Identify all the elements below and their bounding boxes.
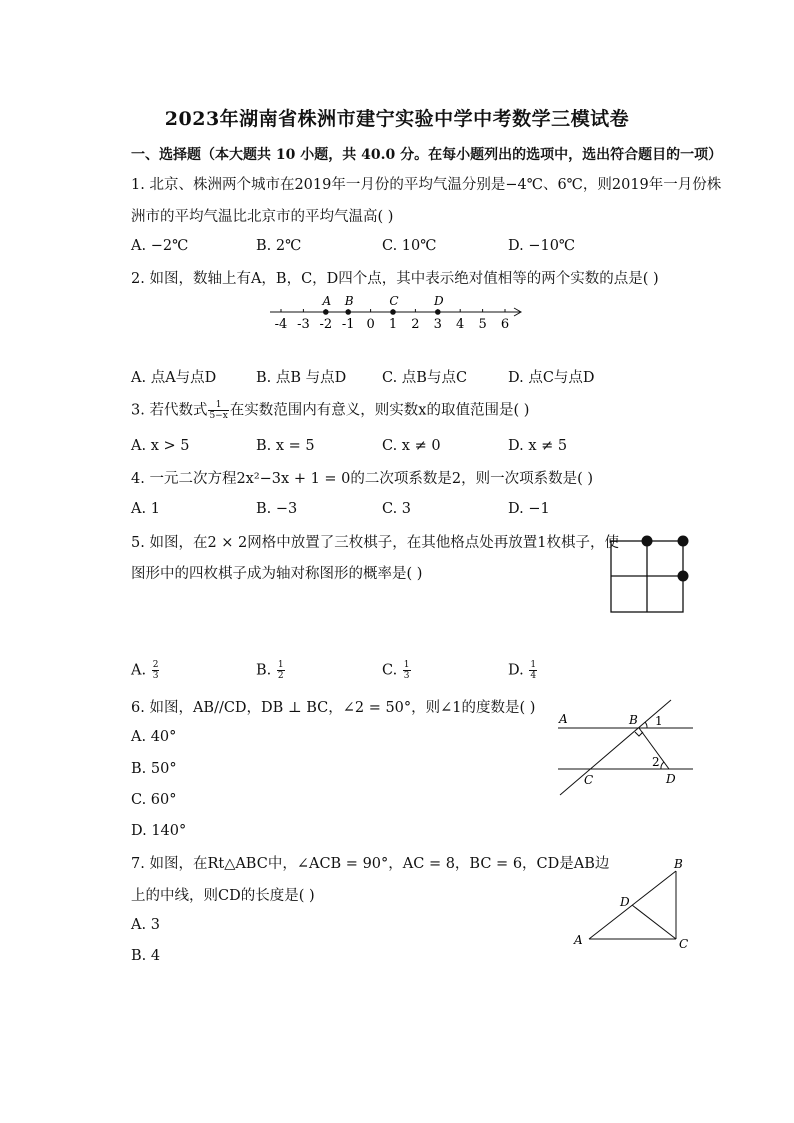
- q1-option-c[interactable]: C. 10℃: [382, 238, 437, 254]
- q7-option-a[interactable]: A. 3: [131, 917, 160, 933]
- angle-2-arc: [661, 762, 664, 769]
- q4-option-d[interactable]: D. −1: [508, 501, 550, 517]
- q5-b-num: 1: [277, 660, 284, 670]
- page-title: 2023年湖南省株洲市建宁实验中学中考数学三模试卷: [164, 108, 630, 130]
- point-d: [435, 309, 441, 315]
- question-7-line-1: 7. 如图，在Rt△ABC中，∠ACB = 90°，AC = 8，BC = 6，CD是AB边: [131, 856, 610, 872]
- point-label-a: A: [322, 294, 332, 308]
- question-1-line-1: 1. 北京、株洲两个城市在2019年一月份的平均气温分别是−4℃、6℃，则2019年一月份株: [131, 177, 722, 193]
- median-cd: [632, 905, 676, 939]
- right-angle-mark: [635, 732, 643, 736]
- q5-c-den: 3: [403, 671, 410, 681]
- tick-label: 3: [433, 317, 442, 332]
- q7-option-b[interactable]: B. 4: [131, 948, 161, 964]
- point-label-b: B: [344, 294, 354, 308]
- question-5-line-2: 图形中的四枚棋子成为轴对称图形的概率是( ): [131, 566, 423, 582]
- tick-label: -1: [341, 317, 355, 332]
- tick-label: 4: [456, 317, 465, 332]
- angle-1-arc: [645, 722, 647, 728]
- q4-option-a[interactable]: A. 1: [131, 501, 160, 517]
- tick-label: -2: [319, 317, 333, 332]
- label-a: A: [574, 933, 583, 947]
- section-heading: 一、选择题（本大题共 10 小题，共 40.0 分。在每小题列出的选项中，选出符合题目的一项）: [131, 147, 723, 163]
- q2-option-a[interactable]: A. 点A与点D: [131, 370, 217, 386]
- tick-label: 0: [366, 317, 375, 332]
- q6-option-d[interactable]: D. 140°: [131, 823, 187, 839]
- q5-a-num: 2: [152, 660, 159, 670]
- label-c: C: [584, 773, 594, 787]
- tick-label: -4: [274, 317, 288, 332]
- question-4-text: 4. 一元二次方程2x²−3x + 1 = 0的二次项系数是2，则一次项系数是( ): [131, 471, 594, 487]
- question-6-text: 6. 如图，AB//CD，DB ⊥ BC，∠2 = 50°，则∠1的度数是( ): [131, 700, 536, 716]
- point-a: [323, 309, 329, 315]
- point-b: [345, 309, 351, 315]
- label-a: A: [559, 712, 568, 726]
- q5-option-b[interactable]: [256, 660, 286, 681]
- label-c: C: [679, 937, 689, 951]
- q5-option-a[interactable]: [131, 660, 160, 681]
- q3-pre-text: 3. 若代数式: [131, 402, 208, 419]
- point-c: [390, 309, 396, 315]
- label-b: B: [674, 857, 683, 871]
- label-d: D: [620, 895, 630, 909]
- grid-2x2-figure: [605, 534, 695, 618]
- label-angle-1: 1: [655, 714, 663, 728]
- question-1-line-2: 洲市的平均气温比北京市的平均气温高( ): [131, 209, 394, 225]
- chess-piece-middle-right: [678, 571, 689, 582]
- point-label-c: C: [389, 294, 399, 308]
- q5-d-num: 1: [530, 660, 537, 670]
- label-angle-2: 2: [652, 755, 660, 769]
- q3-option-c[interactable]: C. x ≠ 0: [382, 438, 441, 454]
- q6-option-b[interactable]: B. 50°: [131, 761, 177, 777]
- q5-option-c[interactable]: [382, 660, 412, 681]
- q4-option-c[interactable]: C. 3: [382, 501, 412, 517]
- q5-c-num: 1: [403, 660, 410, 670]
- q5-option-c-label: C.: [382, 662, 402, 679]
- q4-option-b[interactable]: B. −3: [256, 501, 298, 517]
- q5-b-den: 2: [277, 671, 284, 681]
- q3-fraction: [208, 400, 228, 421]
- q3-fraction-numerator: 1: [208, 400, 228, 411]
- tick-label: 5: [478, 317, 487, 332]
- q6-option-c[interactable]: C. 60°: [131, 792, 177, 808]
- q2-option-c[interactable]: C. 点B与点C: [382, 370, 468, 386]
- chess-piece-top-middle: [642, 536, 653, 547]
- q6-option-a[interactable]: A. 40°: [131, 729, 177, 745]
- tick-label: -3: [297, 317, 310, 332]
- q3-fraction-denominator: 5−x: [209, 411, 228, 421]
- q3-option-a[interactable]: A. x > 5: [131, 438, 190, 454]
- tick-label: 1: [388, 317, 398, 332]
- q2-option-d[interactable]: D. 点C与点D: [508, 370, 595, 386]
- q2-option-b[interactable]: B. 点B 与点D: [256, 370, 347, 386]
- question-5-line-1: 5. 如图，在2 × 2网格中放置了三枚棋子，在其他格点处再放置1枚棋子，使: [131, 535, 619, 551]
- question-2-text: 2. 如图，数轴上有A，B，C，D四个点，其中表示绝对值相等的两个实数的点是( ): [131, 271, 659, 287]
- q1-option-d[interactable]: D. −10℃: [508, 238, 576, 254]
- label-d: D: [666, 772, 676, 786]
- q5-a-den: 3: [152, 671, 159, 681]
- label-b: B: [629, 713, 638, 727]
- parallel-lines-figure: [555, 696, 700, 798]
- q5-option-b-label: B.: [256, 662, 276, 679]
- question-7-line-2: 上的中线，则CD的长度是( ): [131, 888, 315, 904]
- q3-option-d[interactable]: D. x ≠ 5: [508, 438, 568, 454]
- question-3-text: [131, 400, 529, 421]
- q3-option-b[interactable]: B. x = 5: [256, 438, 315, 454]
- q3-post-text: 在实数范围内有意义，则实数x的取值范围是( ): [229, 402, 530, 419]
- right-triangle-figure: [570, 854, 694, 954]
- q5-option-d-label: D.: [508, 662, 529, 679]
- number-line-figure: [262, 288, 532, 336]
- q5-d-den: 4: [530, 671, 537, 681]
- q5-option-a-label: A.: [131, 662, 151, 679]
- q5-option-d[interactable]: [508, 660, 538, 681]
- point-label-d: D: [433, 294, 444, 308]
- q1-option-a[interactable]: A. −2℃: [131, 238, 189, 254]
- chess-piece-top-right: [678, 536, 689, 547]
- q1-option-b[interactable]: B. 2℃: [256, 238, 302, 254]
- tick-label: 2: [411, 317, 420, 332]
- tick-label: 6: [500, 317, 510, 332]
